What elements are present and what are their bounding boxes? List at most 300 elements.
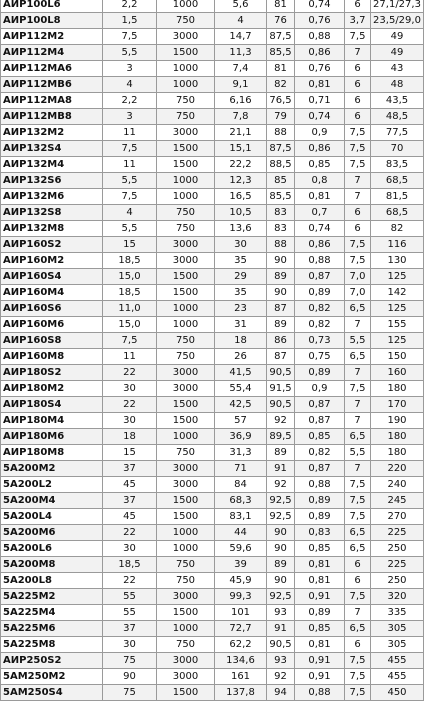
table-cell: 81 [267,61,295,77]
table-cell: 70 [371,141,424,157]
table-cell: 4 [103,205,157,221]
table-cell: 450 [371,685,424,701]
motor-model-cell: 5А200М6 [1,525,103,541]
table-cell: 134,6 [215,653,267,669]
table-cell: 49 [371,29,424,45]
table-cell: 6 [345,637,371,653]
table-cell: 160 [371,365,424,381]
table-cell: 45 [103,477,157,493]
table-row [1,429,424,445]
table-row [1,205,424,221]
table-cell: 7 [345,189,371,205]
table-cell: 3,7 [345,13,371,29]
table-cell: 92,5 [267,589,295,605]
table-cell: 0,88 [295,253,345,269]
motor-model-cell: АИР100L6 [1,0,103,13]
table-cell: 7,4 [215,61,267,77]
table-row [1,173,424,189]
table-cell: 750 [157,109,215,125]
table-cell: 75 [103,653,157,669]
table-cell: 90 [267,253,295,269]
table-cell: 750 [157,573,215,589]
table-cell: 55 [103,589,157,605]
table-cell: 455 [371,653,424,669]
table-cell: 1000 [157,173,215,189]
motor-model-cell: АИР160М6 [1,317,103,333]
table-cell: 7,5 [345,141,371,157]
motor-model-cell: 5А225М6 [1,621,103,637]
motor-model-cell: АИР180М8 [1,445,103,461]
table-cell: 0,89 [295,285,345,301]
table-cell: 5,5 [103,173,157,189]
table-row [1,45,424,61]
motor-model-cell: 5А225М2 [1,589,103,605]
table-row [1,477,424,493]
table-cell: 48,5 [371,109,424,125]
table-cell: 42,5 [215,397,267,413]
table-cell: 0,88 [295,685,345,701]
motor-model-cell: АИР180М2 [1,381,103,397]
table-cell: 7 [345,461,371,477]
table-cell: 7,5 [103,333,157,349]
table-cell: 91,5 [267,381,295,397]
table-body [1,0,424,701]
table-cell: 6,16 [215,93,267,109]
table-cell: 15,0 [103,269,157,285]
table-cell: 7,5 [345,669,371,685]
table-cell: 1,5 [103,13,157,29]
table-cell: 1500 [157,269,215,285]
table-row [1,157,424,173]
table-cell: 83,1 [215,509,267,525]
table-cell: 26 [215,349,267,365]
table-cell: 81,5 [371,189,424,205]
table-row [1,461,424,477]
table-cell: 750 [157,637,215,653]
table-cell: 6 [345,61,371,77]
table-cell: 0,85 [295,157,345,173]
table-cell: 1500 [157,685,215,701]
table-cell: 88 [267,125,295,141]
table-cell: 68,5 [371,205,424,221]
table-row [1,557,424,573]
table-cell: 92,5 [267,493,295,509]
table-row [1,317,424,333]
table-cell: 0,89 [295,509,345,525]
table-row [1,605,424,621]
table-cell: 89,5 [267,429,295,445]
table-cell: 72,7 [215,621,267,637]
table-cell: 11 [103,125,157,141]
table-cell: 0,88 [295,477,345,493]
table-cell: 1000 [157,301,215,317]
table-cell: 22 [103,397,157,413]
table-cell: 15 [103,445,157,461]
table-row [1,573,424,589]
table-row [1,445,424,461]
table-cell: 15 [103,237,157,253]
table-cell: 180 [371,445,424,461]
table-cell: 30 [103,541,157,557]
table-cell: 99,3 [215,589,267,605]
table-cell: 2,2 [103,0,157,13]
table-cell: 0,89 [295,605,345,621]
table-cell: 22 [103,365,157,381]
table-row [1,0,424,13]
table-cell: 0,91 [295,653,345,669]
table-cell: 87,5 [267,29,295,45]
table-cell: 1000 [157,525,215,541]
table-cell: 31 [215,317,267,333]
table-cell: 101 [215,605,267,621]
table-cell: 7,5 [345,157,371,173]
table-cell: 3000 [157,253,215,269]
table-cell: 0,76 [295,13,345,29]
table-cell: 90 [267,573,295,589]
table-cell: 1500 [157,45,215,61]
table-cell: 12,3 [215,173,267,189]
table-row [1,525,424,541]
motor-model-cell: АИР112М2 [1,29,103,45]
table-cell: 0,86 [295,141,345,157]
table-cell: 0,71 [295,93,345,109]
table-cell: 335 [371,605,424,621]
motor-model-cell: 5А200L4 [1,509,103,525]
table-cell: 0,85 [295,541,345,557]
table-cell: 41,5 [215,365,267,381]
table-cell: 92 [267,669,295,685]
motor-model-cell: АИР250S2 [1,653,103,669]
table-cell: 225 [371,557,424,573]
table-cell: 3 [103,61,157,77]
table-cell: 1000 [157,621,215,637]
table-cell: 44 [215,525,267,541]
table-cell: 0,81 [295,573,345,589]
table-cell: 55 [103,605,157,621]
table-cell: 7,5 [345,125,371,141]
table-cell: 93 [267,605,295,621]
motor-model-cell: АИР100L8 [1,13,103,29]
table-cell: 0,82 [295,301,345,317]
table-cell: 6,5 [345,429,371,445]
table-cell: 3000 [157,653,215,669]
table-cell: 83 [267,205,295,221]
table-cell: 3000 [157,125,215,141]
table-cell: 6 [345,573,371,589]
table-cell: 0,85 [295,621,345,637]
table-cell: 3000 [157,589,215,605]
table-row [1,253,424,269]
table-cell: 18,5 [103,557,157,573]
table-cell: 16,5 [215,189,267,205]
table-cell: 92 [267,413,295,429]
table-cell: 0,91 [295,589,345,605]
table-row [1,413,424,429]
table-cell: 75 [103,685,157,701]
motor-model-cell: АИР112МА6 [1,61,103,77]
table-cell: 68,3 [215,493,267,509]
table-cell: 190 [371,413,424,429]
table-cell: 0,74 [295,221,345,237]
table-cell: 455 [371,669,424,685]
table-cell: 21,1 [215,125,267,141]
table-cell: 11 [103,349,157,365]
table-cell: 7,8 [215,109,267,125]
table-cell: 6 [345,77,371,93]
table-cell: 10,5 [215,205,267,221]
table-cell: 1000 [157,61,215,77]
table-cell: 89 [267,557,295,573]
table-cell: 220 [371,461,424,477]
table-cell: 750 [157,445,215,461]
table-cell: 0,87 [295,269,345,285]
table-cell: 23 [215,301,267,317]
motor-model-cell: АИР160М4 [1,285,103,301]
table-cell: 0,81 [295,77,345,93]
table-cell: 240 [371,477,424,493]
table-cell: 5,5 [345,445,371,461]
table-cell: 7,0 [345,269,371,285]
motor-model-cell: АИР132S8 [1,205,103,221]
table-cell: 43 [371,61,424,77]
table-cell: 92 [267,477,295,493]
table-cell: 1000 [157,189,215,205]
table-cell: 87,5 [267,141,295,157]
table-cell: 7 [345,173,371,189]
table-row [1,301,424,317]
table-cell: 3 [103,109,157,125]
table-cell: 7,5 [345,653,371,669]
motor-model-cell: АИР112М4 [1,45,103,61]
table-cell: 750 [157,221,215,237]
table-cell: 7,5 [345,493,371,509]
motor-model-cell: 5А200L6 [1,541,103,557]
table-cell: 43,5 [371,93,424,109]
table-cell: 0,86 [295,237,345,253]
table-row [1,109,424,125]
table-cell: 90,5 [267,637,295,653]
table-cell: 0,91 [295,669,345,685]
table-cell: 245 [371,493,424,509]
table-cell: 45 [103,509,157,525]
table-cell: 1000 [157,317,215,333]
table-cell: 7,5 [345,381,371,397]
table-cell: 87 [267,301,295,317]
table-cell: 305 [371,621,424,637]
table-row [1,61,424,77]
table-cell: 9,1 [215,77,267,93]
table-cell: 91 [267,461,295,477]
table-cell: 18,5 [103,253,157,269]
table-row [1,653,424,669]
table-cell: 1500 [157,509,215,525]
table-cell: 49 [371,45,424,61]
motor-model-cell: АИР180S4 [1,397,103,413]
table-cell: 0,81 [295,637,345,653]
table-cell: 125 [371,269,424,285]
table-cell: 750 [157,13,215,29]
table-cell: 85 [267,173,295,189]
table-cell: 0,87 [295,461,345,477]
table-cell: 1000 [157,429,215,445]
table-cell: 37 [103,461,157,477]
table-cell: 57 [215,413,267,429]
table-cell: 85,5 [267,189,295,205]
table-cell: 225 [371,525,424,541]
motor-model-cell: АИР132М4 [1,157,103,173]
table-cell: 6 [345,557,371,573]
table-cell: 7 [345,413,371,429]
table-cell: 30 [215,237,267,253]
table-cell: 39 [215,557,267,573]
table-cell: 7,0 [345,285,371,301]
table-cell: 0,87 [295,397,345,413]
table-cell: 7 [345,605,371,621]
table-row [1,13,424,29]
table-row [1,141,424,157]
table-row [1,285,424,301]
table-cell: 5,6 [215,0,267,13]
table-row [1,29,424,45]
table-cell: 90,5 [267,365,295,381]
table-cell: 91 [267,621,295,637]
motor-model-cell: АИР132М2 [1,125,103,141]
table-cell: 27,1/27,3 [371,0,424,13]
table-cell: 2,2 [103,93,157,109]
table-cell: 13,6 [215,221,267,237]
table-cell: 305 [371,637,424,653]
table-cell: 5,5 [345,333,371,349]
table-cell: 750 [157,93,215,109]
table-cell: 85,5 [267,45,295,61]
table-row [1,541,424,557]
table-cell: 6,5 [345,349,371,365]
table-cell: 137,8 [215,685,267,701]
table-cell: 29 [215,269,267,285]
table-cell: 125 [371,301,424,317]
table-cell: 7,5 [345,477,371,493]
motor-model-cell: АИР160S8 [1,333,103,349]
table-cell: 0,76 [295,61,345,77]
table-cell: 81 [267,0,295,13]
table-cell: 94 [267,685,295,701]
table-cell: 3000 [157,477,215,493]
table-cell: 0,89 [295,493,345,509]
motor-model-cell: АИР160S2 [1,237,103,253]
table-cell: 0,74 [295,109,345,125]
table-cell: 750 [157,205,215,221]
motor-model-cell: 5АМ250S4 [1,685,103,701]
table-cell: 0,86 [295,45,345,61]
motor-model-cell: АИР160М8 [1,349,103,365]
motor-model-cell: 5А200М2 [1,461,103,477]
motor-model-cell: 5А200М8 [1,557,103,573]
table-cell: 82 [267,77,295,93]
table-cell: 37 [103,621,157,637]
table-cell: 6 [345,205,371,221]
table-cell: 3000 [157,381,215,397]
table-cell: 22 [103,573,157,589]
motor-model-cell: АИР132М8 [1,221,103,237]
table-cell: 89 [267,445,295,461]
table-cell: 750 [157,333,215,349]
table-cell: 320 [371,589,424,605]
motor-model-cell: АИР132S4 [1,141,103,157]
table-cell: 250 [371,541,424,557]
motor-model-cell: АИР160М2 [1,253,103,269]
table-cell: 6,5 [345,621,371,637]
motor-model-cell: 5АМ250М2 [1,669,103,685]
table-cell: 45,9 [215,573,267,589]
table-cell: 0,9 [295,125,345,141]
table-cell: 3000 [157,461,215,477]
table-cell: 7,5 [103,141,157,157]
table-cell: 89 [267,317,295,333]
table-cell: 161 [215,669,267,685]
table-cell: 18 [103,429,157,445]
table-cell: 3000 [157,365,215,381]
table-row [1,333,424,349]
table-cell: 14,7 [215,29,267,45]
table-cell: 30 [103,381,157,397]
table-cell: 79 [267,109,295,125]
motor-model-cell: 5А200L2 [1,477,103,493]
table-cell: 37 [103,493,157,509]
motor-model-cell: 5А225М8 [1,637,103,653]
table-cell: 71 [215,461,267,477]
table-row [1,621,424,637]
table-cell: 7 [345,317,371,333]
table-row [1,397,424,413]
table-cell: 86 [267,333,295,349]
table-cell: 0,81 [295,557,345,573]
table-cell: 1500 [157,493,215,509]
table-cell: 7,5 [345,589,371,605]
table-cell: 7 [345,365,371,381]
table-cell: 59,6 [215,541,267,557]
table-cell: 142 [371,285,424,301]
table-cell: 7,5 [345,237,371,253]
table-cell: 0,82 [295,317,345,333]
table-cell: 90 [267,525,295,541]
table-cell: 0,82 [295,445,345,461]
table-cell: 180 [371,381,424,397]
table-cell: 0,9 [295,381,345,397]
table-row [1,221,424,237]
table-cell: 35 [215,253,267,269]
table-cell: 1000 [157,77,215,93]
table-cell: 90,5 [267,397,295,413]
motor-model-cell: АИР160S4 [1,269,103,285]
table-cell: 7,5 [345,509,371,525]
table-cell: 0,81 [295,189,345,205]
motor-model-cell: АИР112МВ8 [1,109,103,125]
motor-model-cell: АИР180М6 [1,429,103,445]
table-cell: 0,89 [295,365,345,381]
table-cell: 82 [371,221,424,237]
table-cell: 0,83 [295,525,345,541]
table-cell: 68,5 [371,173,424,189]
table-cell: 1500 [157,141,215,157]
table-row [1,125,424,141]
table-cell: 87 [267,349,295,365]
table-row [1,269,424,285]
table-cell: 0,8 [295,173,345,189]
table-cell: 750 [157,349,215,365]
table-row [1,685,424,701]
table-cell: 88,5 [267,157,295,173]
table-cell: 7 [345,45,371,61]
